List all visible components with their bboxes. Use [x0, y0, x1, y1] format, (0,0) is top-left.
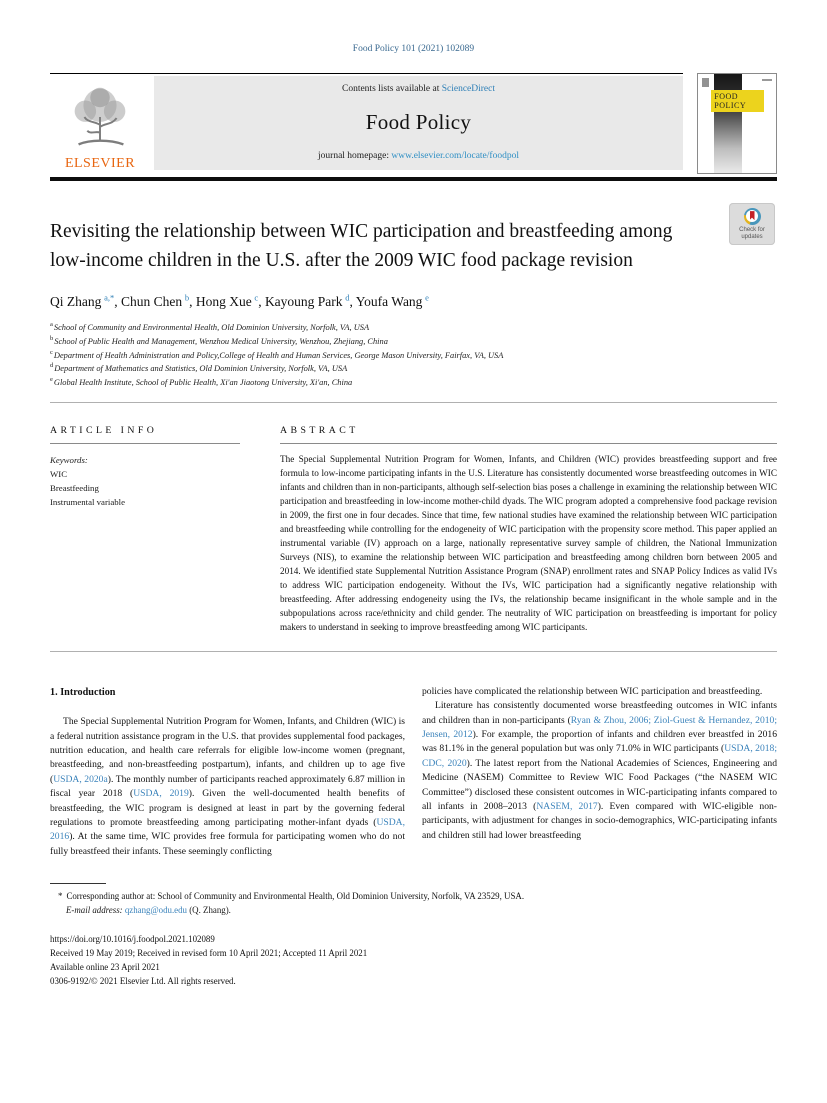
- intro-paragraph: The Special Supplemental Nutrition Program for Women, Infants, and Children (WIC) is a federal nutrition assistance program in the U.S. that provides supplemental food packages, nutrition education, and health care referrals for eligible low-income women (pregnant, breastfeeding, and non-breastfeeding postpartum), infants, and children up to age five (USDA, 2020a). The monthly number of participants reached approximately 6.87 million in fiscal year 2018 (USDA, 2019). Given the well-documented health benefits of breastfeeding, the WIC program is designed at least in part by the governing federal regulations to promote breastfeeding among participating mother-infant dyads (USDA, 2016). At the same time, WIC provides free formula for participating women who do not fully breastfeed their infants. These seemingly conflicting: [50, 716, 405, 857]
- author-affil-sup[interactable]: c: [254, 292, 259, 303]
- homepage-text: journal homepage:: [318, 151, 392, 161]
- affiliation: $^a$School of Community and Environmental Health, Old Dominion University, Norfolk, VA, USA: [50, 321, 370, 332]
- journal-homepage-link[interactable]: www.elsevier.com/locate/foodpol: [391, 151, 519, 161]
- article-info-panel: [50, 425, 240, 635]
- affiliation: $^e$Global Health Institute, School of Public Health, Xi'an Jiaotong University, Xi'an, China: [50, 376, 353, 388]
- affiliation: $^b$School of Public Health and Management, Wenzhou Medical University, Wenzhou, Zhejiang, China: [50, 334, 388, 346]
- corresponding-author-note: * Corresponding author at: School of Community and Environmental Health, Old Dominion University, Norfolk, VA 23529, USA.: [58, 891, 525, 902]
- affiliation: $^d$Department of Mathematics and Statistics, Old Dominion University, Norfolk, VA, USA: [50, 362, 348, 374]
- author: Hong Xue $^c$,: [195, 292, 265, 309]
- citation-link[interactable]: Ryan & Zhou, 2006; Ziol-Guest & Hernandez, 2010; Jensen, 2012: [422, 714, 777, 741]
- citation-link[interactable]: USDA, 2020a: [53, 773, 108, 785]
- cover-mini-logo: [702, 78, 709, 87]
- author: Kayoung Park $^d$,: [264, 292, 356, 309]
- intro-paragraph: policies have complicated the relationship between WIC participation and breastfeeding.: [422, 685, 763, 697]
- contents-text: Contents lists available at: [341, 84, 442, 94]
- introduction-heading: 1. Introduction: [50, 686, 116, 698]
- author-affil-sup[interactable]: a,*: [104, 292, 115, 303]
- author: Youfa Wang $^e$: [355, 292, 429, 309]
- cover-title: FOOD POLICY: [711, 90, 764, 112]
- footnote-rule: [50, 883, 106, 884]
- journal-header: [50, 73, 777, 174]
- body-column-right: [422, 685, 777, 859]
- elsevier-tree-icon: [61, 83, 139, 155]
- author: Qi Zhang $^{a,*}$,: [50, 292, 121, 309]
- header-divider-bar: [50, 177, 777, 181]
- elsevier-logo[interactable]: [50, 74, 154, 174]
- abstract-heading: ABSTRACT: [280, 425, 359, 437]
- heading-rule: [50, 443, 240, 444]
- author-affil-sup[interactable]: b: [184, 292, 190, 303]
- email-link[interactable]: qzhang@odu.edu: [124, 904, 187, 915]
- citation-link[interactable]: USDA, 2018; CDC, 2020: [422, 743, 778, 769]
- author: Chun Chen $^b$,: [120, 292, 196, 309]
- email-label: E-mail address:: [66, 904, 123, 915]
- journal-name: Food Policy: [365, 110, 472, 134]
- citation-link[interactable]: USDA, 2019: [133, 788, 189, 800]
- article-footer: [50, 932, 777, 989]
- article-title: Revisiting the relationship between WIC participation and breastfeeding among low-income children in the U.S. after the 2009 WIC food package revision: [50, 221, 673, 272]
- received-dates: Received 19 May 2019; Received in revised form 10 April 2021; Accepted 11 April 2021: [50, 947, 368, 958]
- available-online: Available online 23 April 2021: [50, 962, 160, 973]
- affiliation-list: [50, 320, 777, 389]
- keyword: WIC: [50, 469, 68, 480]
- author-affil-sup[interactable]: d: [345, 292, 350, 303]
- crossmark-icon: [744, 208, 761, 225]
- citation-link[interactable]: NASEM, 2017: [536, 800, 598, 812]
- check-updates-label: Check for updates: [739, 226, 765, 240]
- footnotes: * Corresponding author at: School of Community and Environmental Health, Old Dominion University, Norfolk, VA 23529, USA. E-mail address: qzhang@odu.edu (Q. Zhang).: [50, 883, 777, 918]
- abstract-text: The Special Supplemental Nutrition Program for Women, Infants, and Children (WIC) provides breastfeeding support and free formula to low-income participating infants in the U.S. Literature has consistently documented worse breastfeeding outcomes in WIC infants and children than in non-participants, although self-selection bias poses a challenge in examining the relationship between WIC participation and breastfeeding in low-income mother-child dyads. The WIC program adopted a comprehensive food package revision in 2009, the first one in four decades. Since that time, few national studies have examined the relationship between WIC participation and breastfeeding while controlling for the endogeneity of WIC participation with the propensity score method. This paper applied an instrumental variable (IV) approach on a large, nationally representative survey sample of children, the National Immunization Surveys (NIS), to examine the relationship between WIC participation and breastfeeding among children born between 2005 and 2014. We identified state Supplemental Nutrition Assistance Program (SNAP) enrollment rates and SNAP Policy Indices as valid IVs to address WIC participation endogeneity. Without the IVs, WIC participation had a significantly negative relationship with breastfeeding. After addressing endogeneity using the IVs, the relationship became insignificant in the whole sample and in the subpopulations across race/ethnicity and child gender. The neutrality of WIC participation on breastfeeding is important for policy makers to understand in seeking to improve breastfeeding among WIC participants.: [280, 454, 777, 632]
- copyright-line: 0306-9192/© 2021 Elsevier Ltd. All rights reserved.: [50, 976, 236, 987]
- keyword: Breastfeeding: [50, 483, 99, 494]
- author-list: [50, 293, 777, 311]
- article-info-heading: ARTICLE INFO: [50, 425, 158, 437]
- journal-cover-thumbnail[interactable]: [697, 73, 777, 174]
- body-column-left: [50, 685, 405, 859]
- journal-banner: [154, 76, 683, 170]
- citation-link[interactable]: USDA, 2016: [50, 816, 405, 843]
- section-divider: [50, 402, 777, 403]
- keywords-label: Keywords:: [50, 455, 88, 466]
- author-affil-sup[interactable]: e: [425, 292, 429, 303]
- journal-citation: Food Policy 101 (2021) 102089: [352, 44, 475, 54]
- doi-link[interactable]: https://doi.org/10.1016/j.foodpol.2021.102089: [50, 933, 215, 944]
- heading-rule: [280, 443, 777, 444]
- check-for-updates-badge[interactable]: [729, 203, 775, 245]
- article-body: [50, 685, 777, 859]
- keyword: Instrumental variable: [50, 497, 125, 508]
- intro-paragraph: Literature has consistently documented worse breastfeeding outcomes in WIC infants and children than in non-participants (Ryan & Zhou, 2006; Ziol-Guest & Hernandez, 2010; Jensen, 2012). For example, the proportion of infants and children ever breastfed in 2016 was 81.1% in the general population but was only 71.0% in WIC participants (USDA, 2018; CDC, 2020). The latest report from the National Academies of Sciences, Engineering and Medicine (NASEM) Committee to Review WIC Food Packages (“the NASEM WIC Committee”) disclosed these consistent outcomes in WIC-participating infants compared to all infants in 2008–2013 (NASEM, 2017). Even compared with WIC-eligible non-participants, with adjustment for changes in socio-demographics, WIC-participating infants and children still had lower breastfeeding: [422, 700, 778, 841]
- affiliation: $^c$Department of Health Administration and Policy,College of Health and Human Services, George Mason University, Fairfax, VA, USA: [50, 348, 504, 360]
- abstract-panel: [280, 425, 777, 635]
- sciencedirect-link[interactable]: ScienceDirect: [441, 84, 495, 94]
- cover-mini-line: [762, 79, 772, 81]
- section-divider: [50, 651, 777, 652]
- elsevier-logo-text: ELSEVIER: [64, 156, 136, 171]
